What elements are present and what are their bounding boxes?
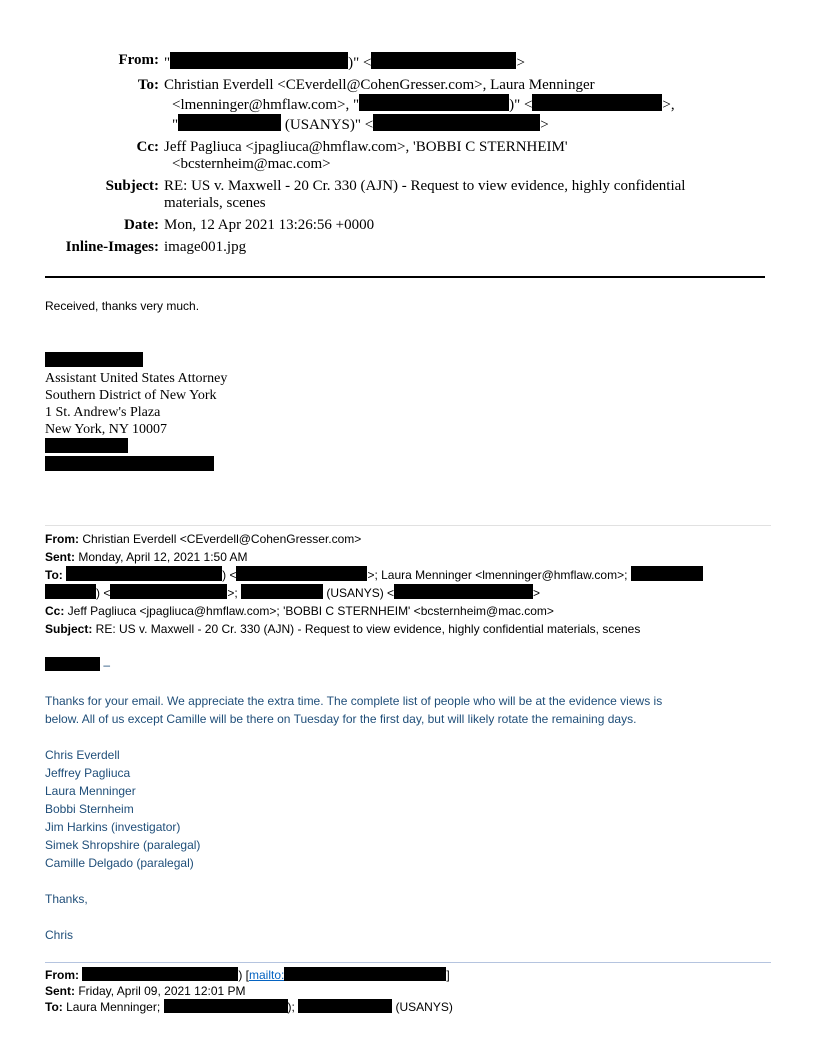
redaction [532, 94, 662, 111]
list-item: Chris Everdell [45, 748, 120, 762]
signature-address1: 1 St. Andrew's Plaza [45, 405, 161, 420]
to-value: Christian Everdell <CEverdell@CohenGresser.com>, Laura Menninger <lmenninger@hmflaw.com>, " )" < >, " (USANYS)" < > [164, 77, 675, 133]
redaction [45, 584, 96, 599]
list-item: Bobbi Sternheim [45, 802, 134, 816]
signature-office: Southern District of New York [45, 388, 217, 403]
signature-address2: New York, NY 10007 [45, 422, 167, 437]
from-label: From: [118, 52, 159, 68]
date-value: Mon, 12 Apr 2021 13:26:56 +0000 [164, 217, 375, 233]
inline-images-value: image001.jpg [164, 239, 247, 255]
redaction [359, 94, 509, 111]
header-from-row: From: " )" < > [0, 52, 816, 72]
list-item: Laura Menninger [45, 784, 136, 798]
signature-block [45, 352, 227, 474]
signature-title: Assistant United States Attorney [45, 371, 228, 386]
redaction [164, 999, 288, 1013]
mailto-link[interactable]: mailto: [249, 968, 285, 982]
quote-divider [45, 525, 771, 526]
redaction [298, 999, 392, 1013]
redaction [45, 352, 143, 367]
redaction [284, 967, 446, 981]
redaction [66, 566, 222, 581]
email-header [0, 52, 816, 261]
list-item: Jim Harkins (investigator) [45, 820, 181, 834]
header-cc-row: Cc: Jeff Pagliuca <jpagliuca@hmflaw.com>, 'BOBBI C STERNHEIM' <bcsternheim@mac.com> [0, 139, 816, 173]
earlier-header: From: ) [mailto: ] Sent: Friday, April 09, 2021 12:01 PM To: Laura Menninger; ); (USANYS) [45, 968, 453, 1014]
header-subject-row: Subject: RE: US v. Maxwell - 20 Cr. 330 (AJN) - Request to view evidence, highly confidential materials, scenes [0, 178, 816, 212]
redaction [178, 114, 281, 131]
greeting: – [45, 656, 110, 674]
inline-images-label: Inline-Images: [65, 239, 159, 255]
cc-label: Cc: [136, 139, 159, 155]
header-to-row [0, 77, 816, 134]
header-images-row [0, 239, 816, 256]
redaction [82, 967, 238, 981]
closing: Thanks, [45, 892, 88, 906]
to-label: To: [137, 77, 159, 93]
list-item: Simek Shropshire (paralegal) [45, 838, 201, 852]
redaction [45, 657, 100, 671]
list-item: Camille Delgado (paralegal) [45, 856, 194, 870]
redaction [170, 52, 348, 69]
redaction [45, 456, 214, 471]
redaction [631, 566, 703, 581]
header-divider [45, 276, 765, 278]
forwarded-header: From: Christian Everdell <CEverdell@CohenGresser.com> Sent: Monday, April 12, 2021 1:50 AM To: ) < >; Laura Menninger <lmenninger@hmflaw.com>; ) < >; (USANYS) < > Cc: Jeff Pagliuca <jpagliuca@hmflaw.com>; 'BOBBI C STERNHEIM' <bcsternheim@mac.com> Subject: RE: US v. Maxwell - 20 Cr. 330 (AJN) - Request to view evidence, highly confidential materials, scenes [45, 530, 785, 638]
reply-text: Received, thanks very much. [45, 299, 200, 313]
signoff: Chris [45, 928, 74, 942]
quote-divider-2 [45, 962, 771, 963]
message-paragraph: Thanks for your email. We appreciate the extra time. The complete list of people who will be at the evidence views is below. All of us except Camille will be there on Tuesday for the first day, but will likely rotate the remaining days. [45, 694, 663, 726]
redaction [371, 52, 516, 69]
header-date-row [0, 217, 816, 234]
redaction [236, 566, 367, 581]
date-label: Date: [124, 217, 159, 233]
redaction [373, 114, 540, 131]
redaction [110, 584, 227, 599]
redaction [45, 438, 128, 453]
redaction [394, 584, 533, 599]
redaction [241, 584, 323, 599]
list-item: Jeffrey Pagliuca [45, 766, 131, 780]
subject-label: Subject: [105, 178, 159, 194]
attendee-list [45, 746, 200, 872]
